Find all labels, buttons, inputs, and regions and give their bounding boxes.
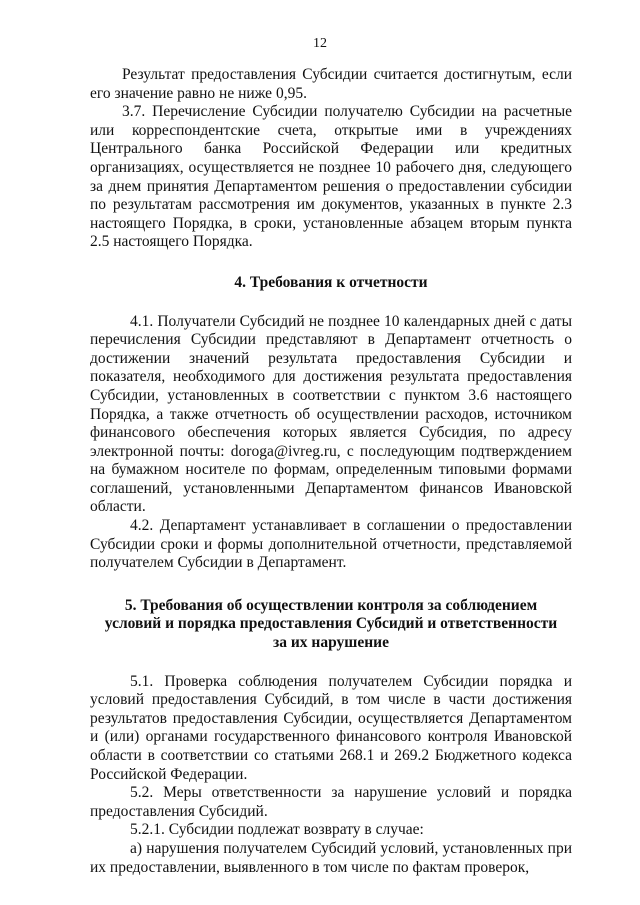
paragraph-5-2: 5.2. Меры ответственности за нарушение условий и порядка предоставления Субсидий. <box>90 784 572 820</box>
page-number: 12 <box>313 36 327 51</box>
paragraph-4-2: 4.2. Департамент устанавливает в соглашении о предоставлении Субсидии сроки и формы дополнительной отчетности, представляемой получателем Субсидии в Департамент. <box>90 517 572 572</box>
paragraph-5-2-1-a: а) нарушения получателем Субсидий условий, установленных при их предоставлении, выявленного в том числе по фактам проверок, <box>90 839 572 876</box>
paragraph-5-2-1: 5.2.1. Субсидии подлежат возврату в случае: <box>130 821 424 839</box>
section-5-heading-line2: условий и порядка предоставления Субсидий и ответственности <box>104 615 558 633</box>
section-4-heading: 4. Требования к отчетности <box>234 273 428 291</box>
section-5-heading-line3: за их нарушение <box>273 634 389 652</box>
paragraph-5-1: 5.1. Проверка соблюдения получателем Субсидии порядка и условий предоставления Субсидий, в том числе в части достижения результатов предоставления Субсидии, осуществляется Департаментом и (или) органами государственного финансового контроля Ивановской области в соответствии со статьями 268.1 и 269.2 Бюджетного кодекса Российской Федерации. <box>90 672 572 783</box>
paragraph-result: Результат предоставления Субсидии считается достигнутым, если его значение равно не ниже 0,95. <box>90 66 572 102</box>
document-body <box>90 66 572 877</box>
section-5-heading <box>90 597 572 653</box>
paragraph-3-7: 3.7. Перечисление Субсидии получателю Субсидии на расчетные или корреспондентские счета, открытые ими в учреждениях Центрального банка Российской Федерации или кредитных организациях, осуществляется не позднее 10 рабочего дня, следующего за днем принятия Департаментом решения о предоставлении субсидии по результатам рассмотрения им документов, указанных в пункте 2.3 настоящего Порядка, в сроки, установленные абзацем вторым пункта 2.5 настоящего Порядка. <box>90 103 572 251</box>
paragraph-4-1: 4.1. Получатели Субсидий не позднее 10 календарных дней с даты перечисления Субсидии представляют в Департамент отчетность о достижении значений результата предоставления Субсидии и показателя, необходимого для достижения результата предоставления Субсидии, установленных в соответствии с пунктом 3.6 настоящего Порядка, а также отчетность об осуществлении расходов, источником финансового обеспечения которых является Субсидия, по адресу электронной почты: dorogа@ivreg.ru, с последующим подтверждением на бумажном носителе по формам, определенным типовыми формами соглашений, установленными Департаментом финансов Ивановской области. <box>90 312 572 516</box>
section-5-heading-line1: 5. Требования об осуществлении контроля за соблюдением <box>124 596 538 614</box>
